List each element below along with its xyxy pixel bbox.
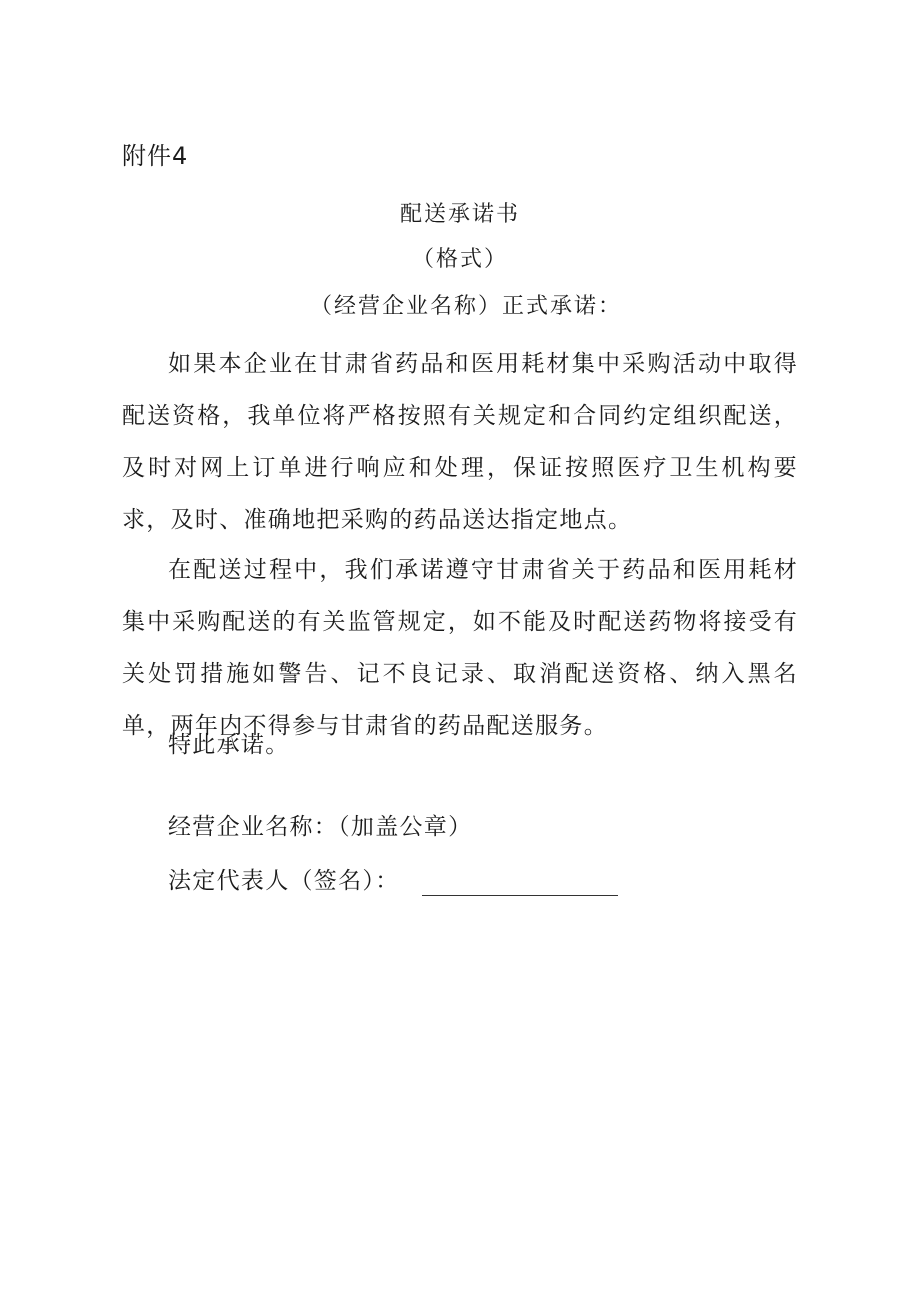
company-name-seal-label: 经营企业名称：（加盖公章） <box>168 814 473 840</box>
legal-representative-label: 法定代表人（签名）： <box>168 868 400 894</box>
annex-label: 附件4 <box>122 142 189 170</box>
document-title: 配送承诺书 <box>399 202 520 227</box>
promise-heading: （经营企业名称）正式承诺： <box>309 294 622 319</box>
legal-representative-row <box>168 866 618 896</box>
paragraph-supervision-compliance: 在配送过程中，我们承诺遵守甘肃省关于药品和医用耗材集中采购配送的有关监管规定，如不能及时配送药物将接受有关处罚措施如警告、记不良记录、取消配送资格、纳入黑名单，两年内不得参与甘肃省的药品配送服务。 <box>122 557 798 739</box>
closing-statement: 特此承诺。 <box>168 732 290 758</box>
paragraph-delivery-qualification: 如果本企业在甘肃省药品和医用耗材集中采购活动中取得配送资格，我单位将严格按照有关规定和合同约定组织配送，及时对网上订单进行响应和处理，保证按照医疗卫生机构要求，及时、准确地把采购的药品送达指定地点。 <box>122 351 798 533</box>
signature-line <box>422 871 618 896</box>
format-note: （格式） <box>411 247 508 272</box>
